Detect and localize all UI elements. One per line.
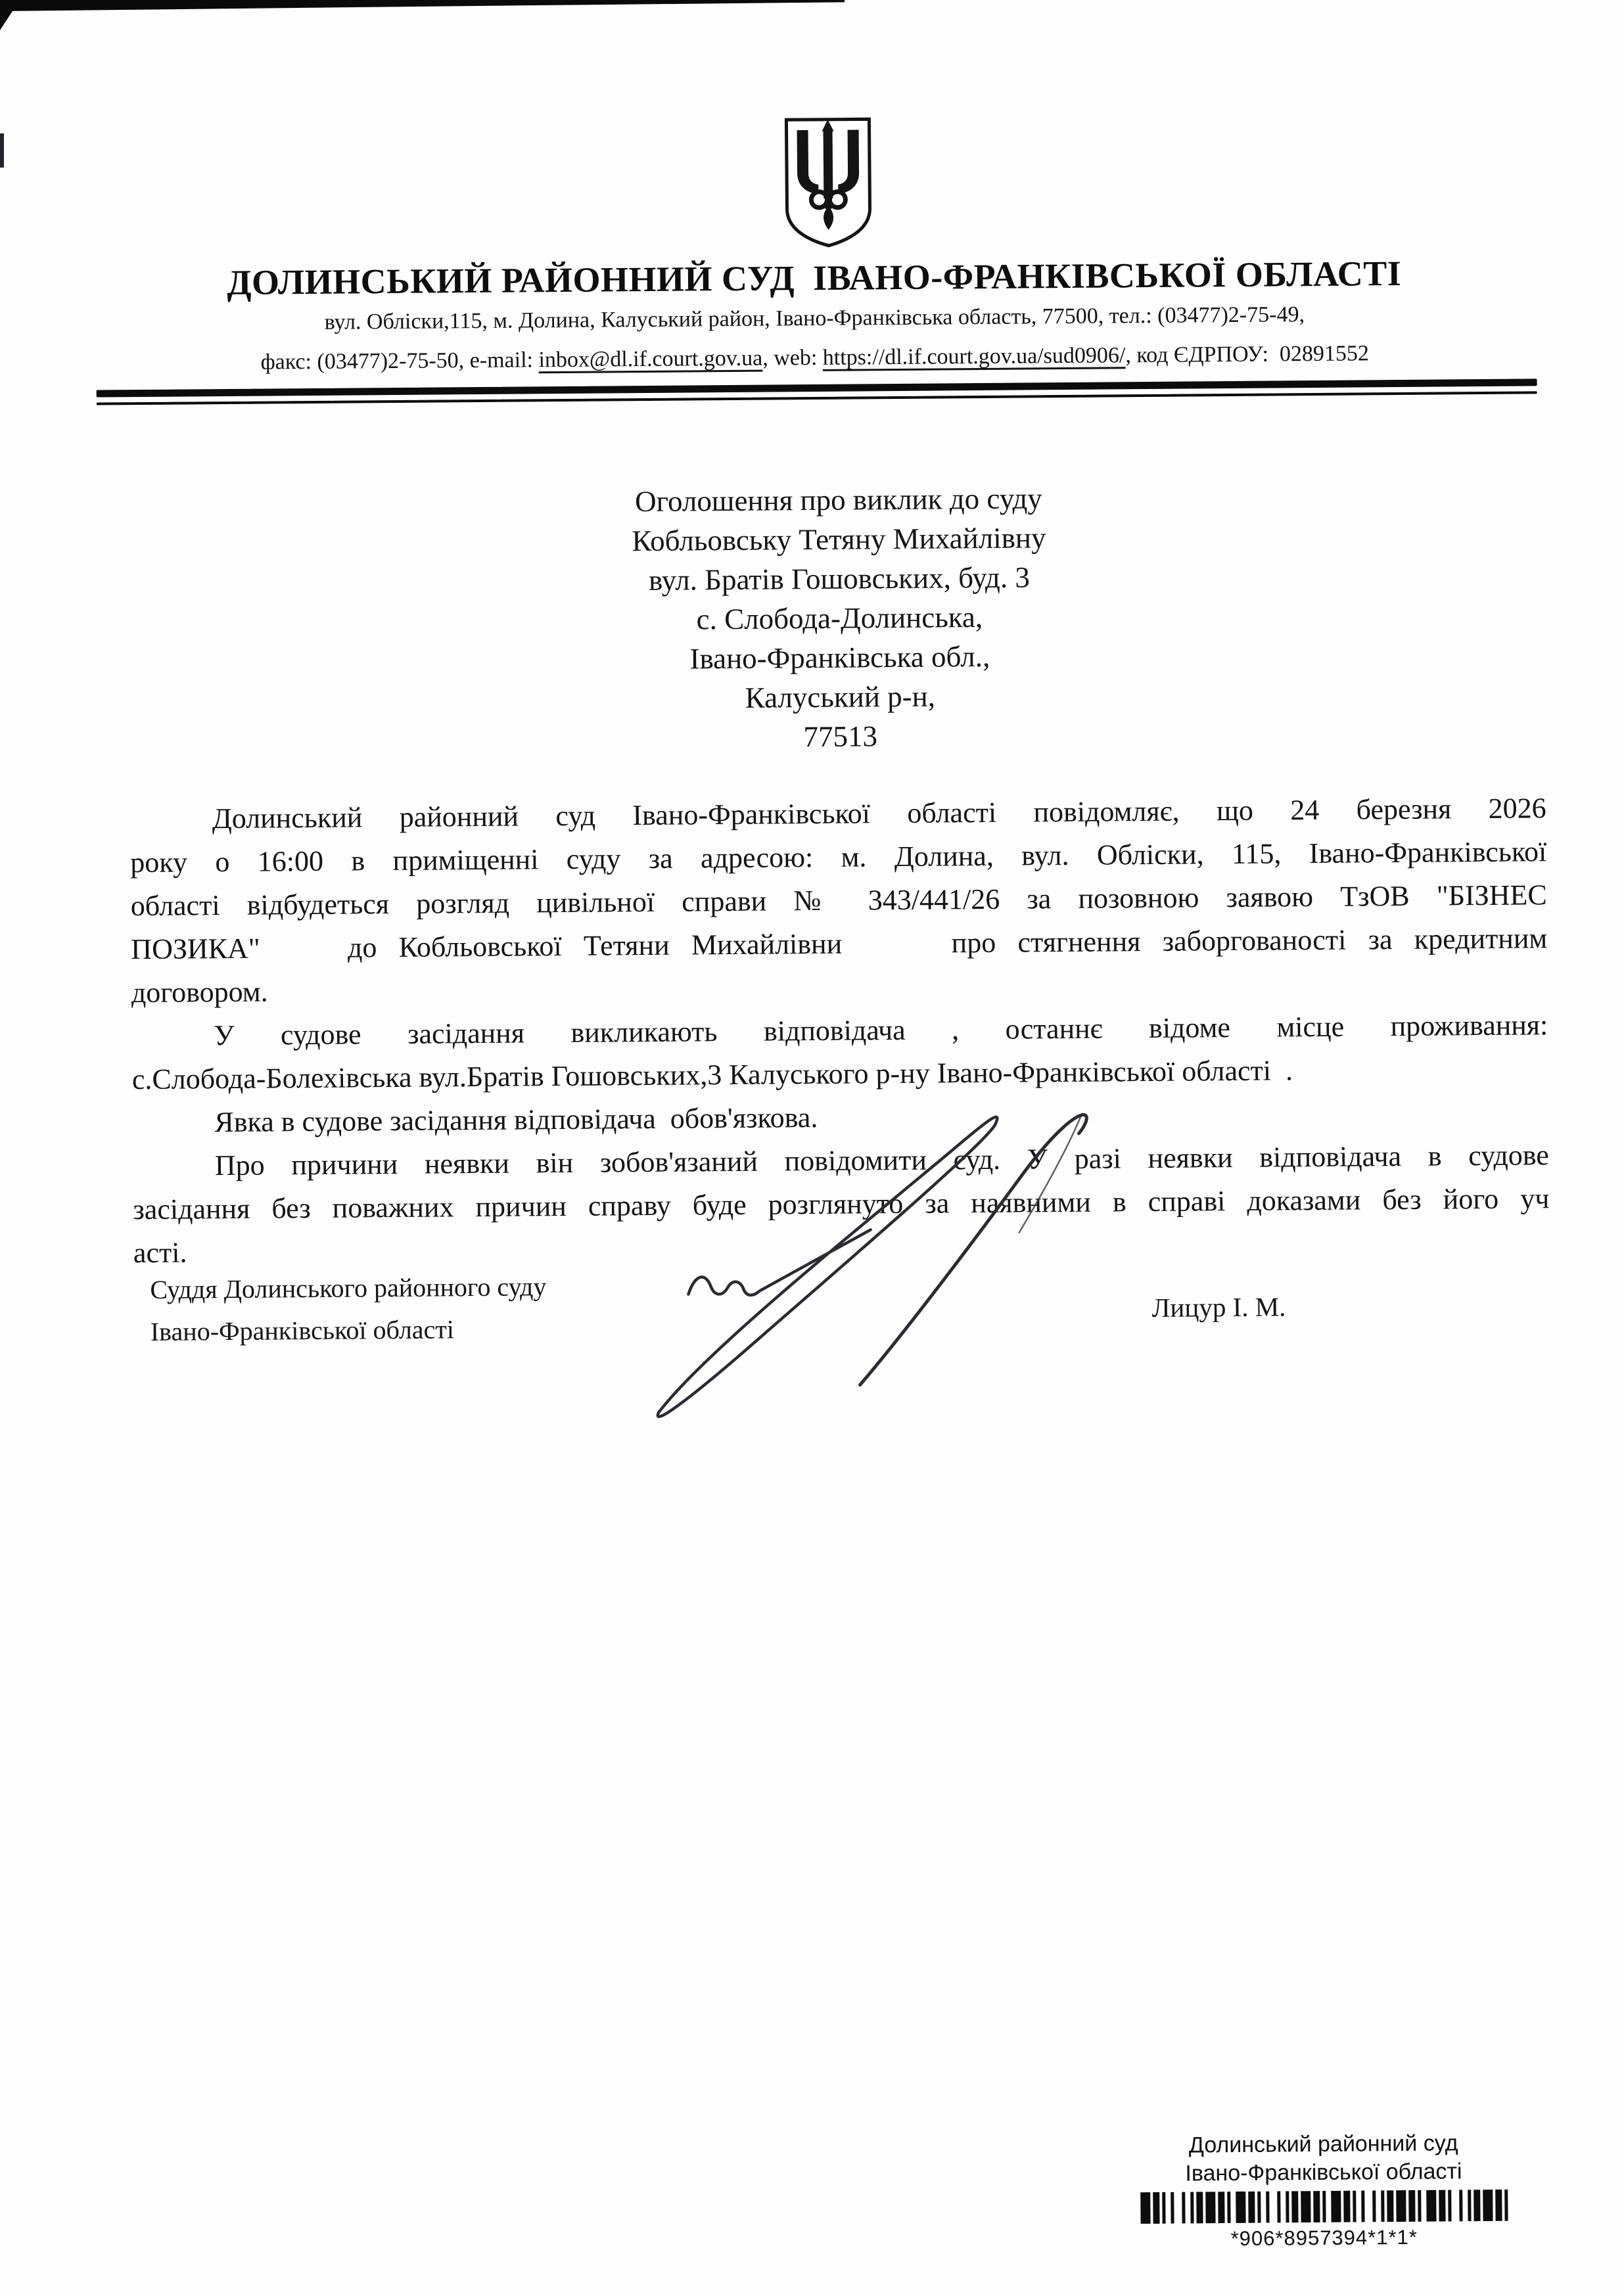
body-line: ПОЗИКА" до Кобльовської Тетяни Михайлівни про стягнення заборгованості за кредитним <box>131 922 1548 966</box>
barcode-bar <box>1205 2192 1215 2223</box>
body-line: області відбудеться розгляд цивільної справи № 343/441/26 за позовною заявою ТзОВ "БІЗНЕС <box>130 879 1547 923</box>
recipient-postcode: 77513 <box>803 720 878 754</box>
body-line: Про причини неявки він зобов'язаний повідомити суд. У разі неявки відповідача в судове <box>214 1139 1550 1182</box>
recipient-oblast: Івано-Франківська обл., <box>689 639 990 676</box>
fax-label: факс: (03477)2-75-50, e-mail: <box>260 348 539 375</box>
barcode-text: *906*8957394*1*1* <box>1230 2225 1418 2251</box>
recipient-street: вул. Братів Гошовських, буд. 3 <box>648 561 1031 597</box>
judge-role <box>150 1266 547 1353</box>
judge-name: Лицур І. М. <box>1151 1291 1286 1323</box>
barcode-bar <box>1248 2192 1255 2223</box>
recipient-name: Кобльовську Тетяну Михайлівну <box>632 521 1046 558</box>
judge-role-line2: Івано-Франківської області <box>150 1314 455 1346</box>
barcode-gap <box>1174 2192 1182 2224</box>
judge-role-line1: Суддя Долинського районного суду <box>150 1272 547 1304</box>
barcode <box>1105 2189 1542 2224</box>
barcode-bar <box>1426 2190 1436 2222</box>
barcode-bar <box>1331 2191 1341 2222</box>
barcode-bar <box>1439 2190 1445 2222</box>
edrpou-code: , код ЄДРПОУ: 02891552 <box>1125 341 1370 368</box>
barcode-bar <box>1313 2191 1320 2222</box>
barcode-bar <box>1396 2190 1406 2222</box>
barcode-bar <box>1343 2191 1350 2222</box>
body-line: Долинський районний суд Івано-Франківської області повідомляє, що 24 березня 2026 <box>212 792 1546 835</box>
barcode-bar <box>1408 2190 1415 2222</box>
body-line: с.Слобода-Болехівська вул.Братів Гошовських,3 Калуського р-ну Івано-Франківської області . <box>131 1054 1293 1096</box>
barcode-gap <box>1451 2190 1459 2221</box>
barcode-gap <box>1364 2190 1372 2222</box>
court-name: ДОЛИНСЬКИЙ РАЙОННИЙ СУД ІВАНО-ФРАНКІВСЬКОЇ ОБЛАСТІ <box>227 253 1402 302</box>
barcode-bar <box>1218 2192 1224 2223</box>
signature-ink <box>620 1078 1135 1457</box>
barcode-bar <box>1140 2192 1150 2224</box>
body-line: Явка в судове засідання відповідача обов'язкова. <box>214 1101 818 1139</box>
body-line: засідання без поважних причин справу буде розглянуто за наявними в справі доказами без його уч <box>133 1182 1550 1226</box>
barcode-bar <box>1196 2192 1203 2223</box>
footer-stamp <box>1088 2128 1559 2254</box>
barcode-bar <box>1301 2191 1311 2222</box>
barcode-bar <box>1473 2190 1480 2221</box>
email-link: inbox@dl.if.court.gov.ua <box>538 346 763 373</box>
barcode-bar <box>1483 2190 1493 2221</box>
footer-court-line1: Долинський районний суд <box>1188 2130 1458 2158</box>
recipient-village: с. Слобода-Долинська, <box>696 600 983 636</box>
body-line: договором. <box>131 975 268 1009</box>
notice-title: Оголошення про виклик до суду <box>634 482 1043 518</box>
recipient-raion: Калуський р-н, <box>745 679 936 714</box>
web-link: https://dl.if.court.gov.ua/sud0906/ <box>822 343 1126 370</box>
barcode-bar <box>1387 2190 1393 2222</box>
barcode-bar <box>1291 2191 1298 2222</box>
coat-of-arms-icon <box>778 115 878 250</box>
court-address-line2 <box>3 339 1624 377</box>
barcode-gap <box>1269 2192 1277 2223</box>
barcode-bar <box>1236 2192 1245 2223</box>
body-line: асті. <box>133 1236 187 1270</box>
barcode-bar <box>1495 2190 1502 2221</box>
footer-court-line2: Івано-Франківської області <box>1185 2159 1462 2186</box>
body-line: року о 16:00 в приміщенні суду за адресою: м. Долина, вул. Обліски, 115, Івано-Франківської <box>130 835 1547 879</box>
body-line: У судове засідання викликають відповідача , останнє відоме місце проживання: <box>214 1009 1548 1052</box>
court-address-line1: вул. Обліски,115, м. Долина, Калуський район, Івано-Франківська область, 77500, тел.: (03477)2-75-49, <box>324 302 1305 334</box>
web-label: , web: <box>762 345 823 371</box>
recipient-block <box>510 478 1169 759</box>
barcode-bar <box>1504 2190 1508 2221</box>
barcode-bar <box>1153 2192 1159 2224</box>
